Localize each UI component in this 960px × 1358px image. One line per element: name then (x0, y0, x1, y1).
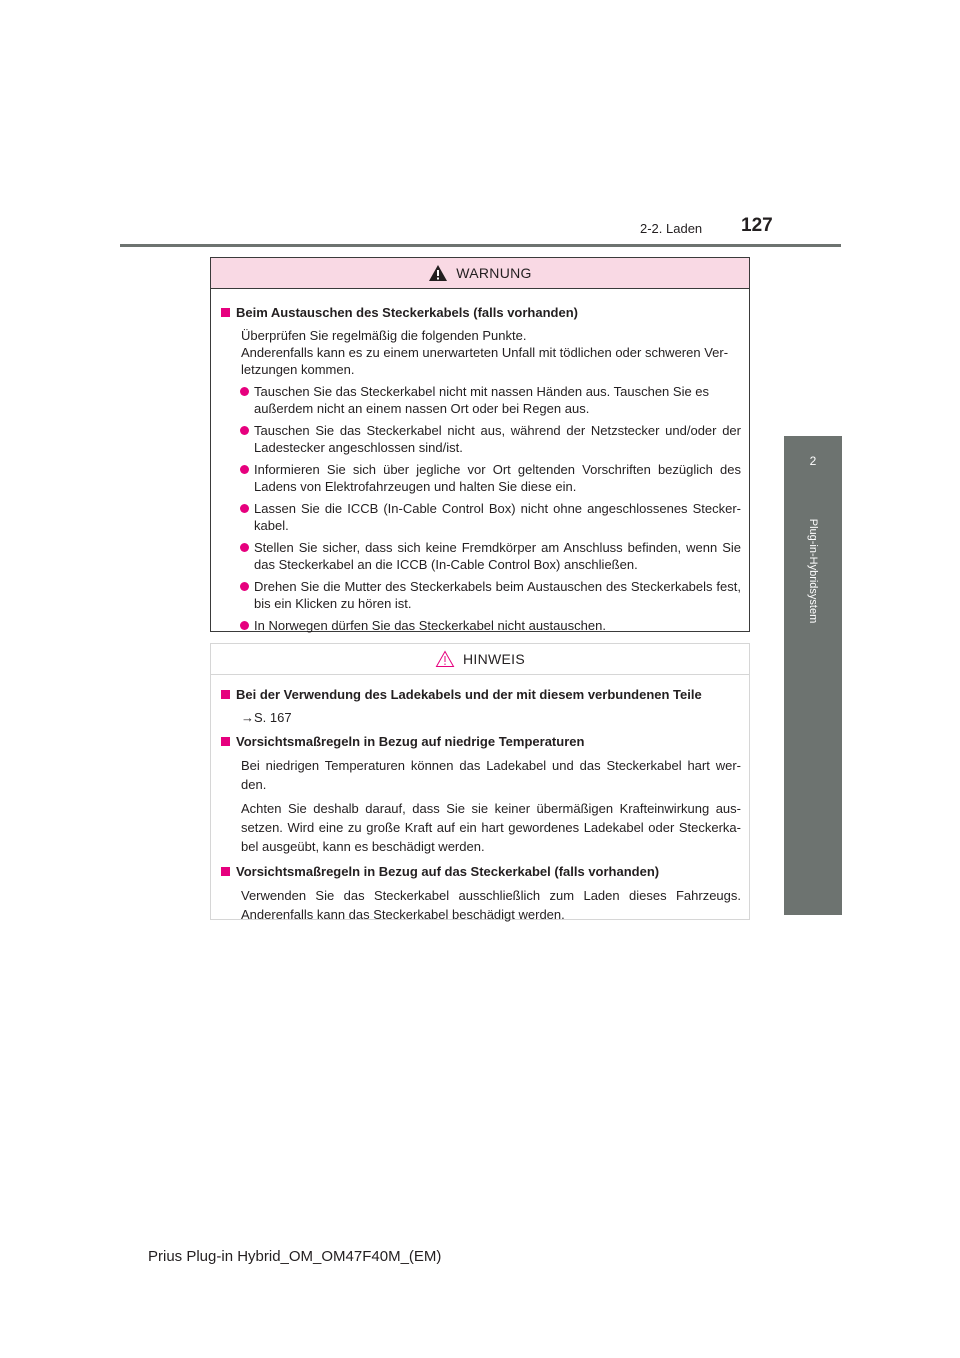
warning-box (210, 257, 750, 632)
notice-section-title: Vorsichtsmaßregeln in Bezug auf das Steckerkabel (falls vorhanden) (221, 863, 741, 880)
bullet-dot-icon (240, 621, 249, 630)
warning-intro-2: Anderenfalls kann es zu einem unerwarteten Unfall mit tödlichen oder schweren Ver-letzungen kommen. (241, 345, 729, 377)
bullet-dot-icon (240, 582, 249, 591)
footer-document-id: Prius Plug-in Hybrid_OM_OM47F40M_(EM) (148, 1248, 442, 1265)
notice-paragraph: Achten Sie deshalb darauf, dass Sie sie keiner übermäßigen Krafteinwirkung aus-setzen. Wird eine zu große Kraft auf ein hart gewordenes Ladekabel oder Steckerka-bel ausgeübt, kann es beschädigt werden. (241, 801, 741, 854)
warning-title: WARNUNG (456, 265, 532, 281)
notice-box (210, 643, 750, 920)
bullet-dot-icon (240, 504, 249, 513)
notice-section-title: Bei der Verwendung des Ladekabels und der mit diesem verbundenen Teile (221, 686, 741, 703)
list-item: In Norwegen dürfen Sie das Steckerkabel nicht austauschen. (221, 617, 741, 634)
notice-paragraph: Verwenden Sie das Steckerkabel ausschließlich zum Laden dieses Fahrzeugs. Anderenfalls kann das Steckerkabel beschädigt werden. (241, 888, 741, 922)
warning-header (211, 258, 749, 289)
square-bullet-icon (221, 867, 230, 876)
square-bullet-icon (221, 308, 230, 317)
bullet-dot-icon (240, 543, 249, 552)
chapter-label: Plug-in-Hybridsystem (807, 518, 819, 624)
notice-section-title: Vorsichtsmaßregeln in Bezug auf niedrige Temperaturen (221, 733, 741, 750)
warning-icon (428, 264, 448, 282)
list-item: Tauschen Sie das Steckerkabel nicht aus, während der Netzstecker und/oder der Ladestecker angeschlossen sind/ist. (221, 422, 741, 456)
section-header: 2-2. Laden (640, 221, 703, 236)
notice-paragraph: Bei niedrigen Temperaturen können das Ladekabel und das Steckerkabel hart wer-den. (241, 758, 741, 792)
chapter-tab (784, 436, 842, 495)
list-item: Drehen Sie die Mutter des Steckerkabels beim Austauschen des Steckerkabels fest, bis ein Klicken zu hören ist. (221, 578, 741, 612)
bullet-dot-icon (240, 426, 249, 435)
chapter-number: 2 (809, 454, 817, 468)
list-item: Informieren Sie sich über jegliche vor Ort geltenden Vorschriften bezüglich des Ladens von Elektrofahrzeugen und halten Sie diese ein. (221, 461, 741, 495)
bullet-dot-icon (240, 465, 249, 474)
caution-icon (435, 650, 455, 668)
bullet-dot-icon (240, 387, 249, 396)
square-bullet-icon (221, 737, 230, 746)
notice-title: HINWEIS (463, 651, 525, 667)
notice-header (211, 644, 749, 675)
warning-section-title: Beim Austauschen des Steckerkabels (falls vorhanden) (221, 304, 741, 321)
notice-paragraph: →S. 167 (241, 710, 292, 725)
square-bullet-icon (221, 690, 230, 699)
page-number: 127 (741, 215, 773, 236)
list-item: Lassen Sie die ICCB (In-Cable Control Box) nicht ohne angeschlossenes Stecker-kabel. (221, 500, 741, 534)
warning-intro-1: Überprüfen Sie regelmäßig die folgenden Punkte. (241, 328, 527, 343)
list-item: Tauschen Sie das Steckerkabel nicht mit nassen Händen aus. Tauschen Sie es außerdem nicht an einem nassen Ort oder bei Regen aus. (221, 383, 741, 417)
list-item: Stellen Sie sicher, dass sich keine Fremdkörper am Anschluss befinden, wenn Sie das Steckerkabel an die ICCB (In-Cable Control Box) anschließen. (221, 539, 741, 573)
header-rule (120, 244, 841, 247)
